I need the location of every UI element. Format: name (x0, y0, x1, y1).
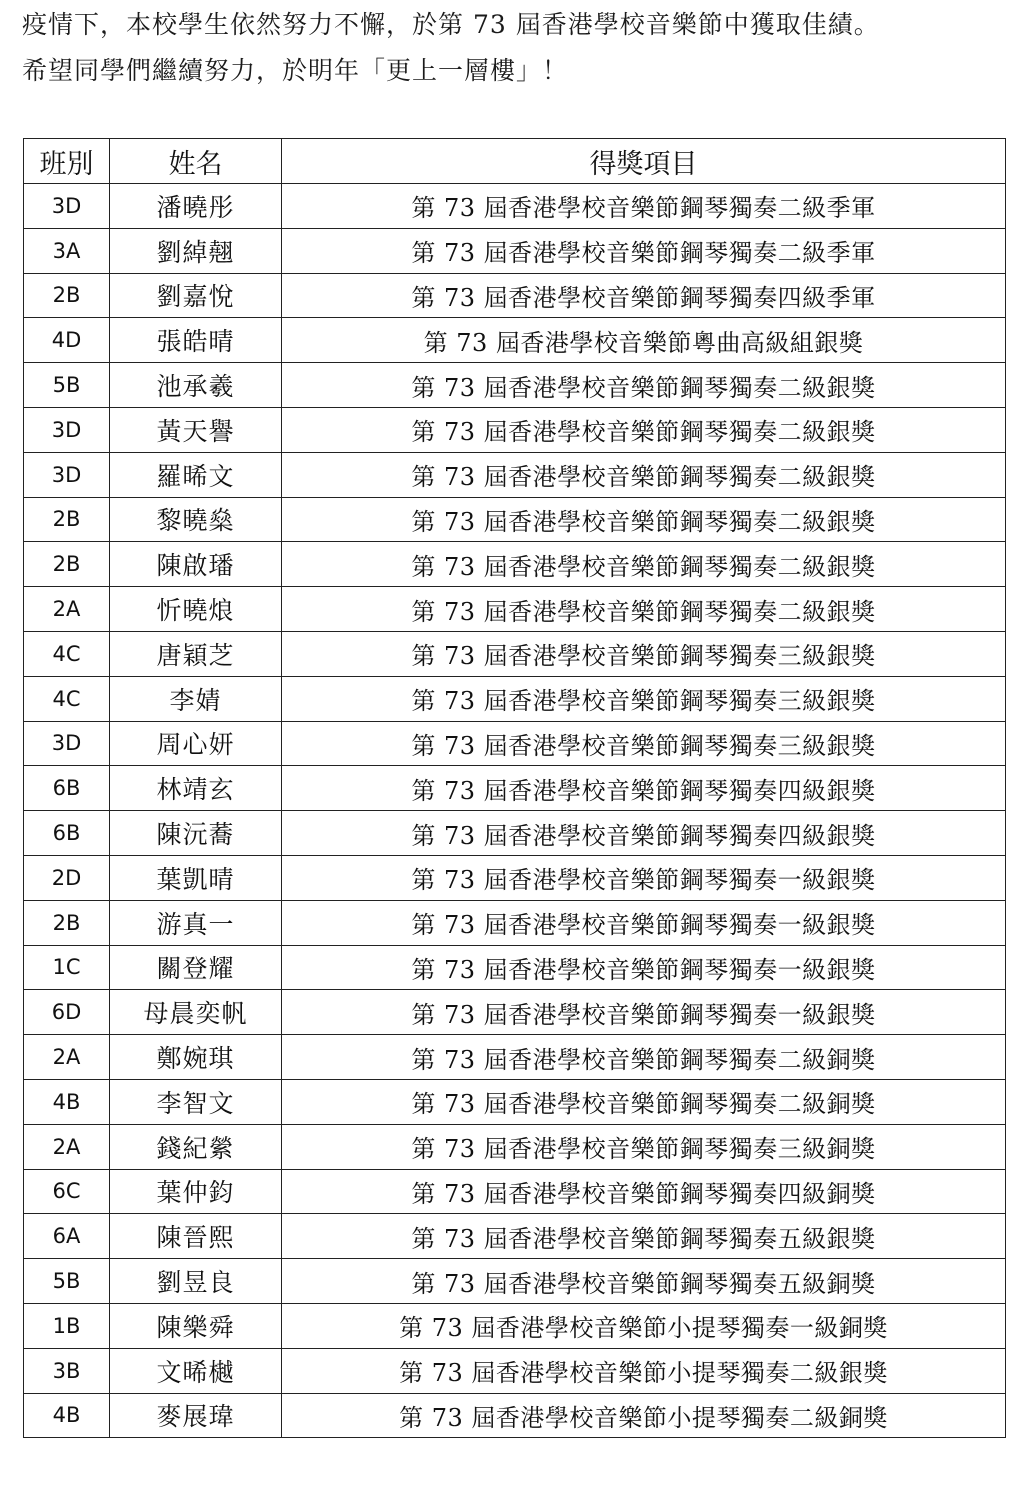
class-cell: 4C (24, 631, 110, 676)
award-cell: 第 73 屆香港學校音樂節鋼琴獨奏二級銀獎 (282, 497, 1006, 542)
table-row (24, 1169, 1006, 1214)
student-name-cell: 陳樂舜 (110, 1303, 282, 1348)
student-name-cell: 李智文 (110, 1079, 282, 1124)
table-row (24, 1035, 1006, 1080)
table-row (24, 318, 1006, 363)
table-row (24, 363, 1006, 408)
class-cell: 6D (24, 990, 110, 1035)
class-cell: 4D (24, 318, 110, 363)
table-row (24, 945, 1006, 990)
table-row (24, 273, 1006, 318)
intro-line-2: 希望同學們繼續努力，於明年「更上一層樓」！ (22, 56, 569, 85)
student-name-cell: 關登耀 (110, 945, 282, 990)
table-row (24, 587, 1006, 632)
student-name-cell: 黃天譽 (110, 407, 282, 452)
class-cell: 4B (24, 1079, 110, 1124)
class-cell: 2A (24, 587, 110, 632)
class-cell: 2A (24, 1124, 110, 1169)
class-cell: 2D (24, 855, 110, 900)
award-cell: 第 73 屆香港學校音樂節鋼琴獨奏二級銅獎 (282, 1035, 1006, 1080)
table-row (24, 676, 1006, 721)
student-name-cell: 文晞樾 (110, 1348, 282, 1393)
table-row (24, 1124, 1006, 1169)
awards-table (23, 138, 1006, 1438)
table-row (24, 900, 1006, 945)
table-body (24, 184, 1006, 1438)
class-cell: 1C (24, 945, 110, 990)
table-row (24, 452, 1006, 497)
student-name-cell: 張皓晴 (110, 318, 282, 363)
class-cell: 4C (24, 676, 110, 721)
class-cell: 2B (24, 273, 110, 318)
class-cell: 4B (24, 1393, 110, 1438)
student-name-cell: 錢紀縈 (110, 1124, 282, 1169)
class-cell: 2B (24, 497, 110, 542)
intro-paragraph (22, 2, 1012, 94)
header-name: 姓名 (110, 139, 282, 184)
student-name-cell: 母晨奕帆 (110, 990, 282, 1035)
award-cell: 第 73 屆香港學校音樂節鋼琴獨奏四級季軍 (282, 273, 1006, 318)
student-name-cell: 鄭婉琪 (110, 1035, 282, 1080)
class-cell: 2A (24, 1035, 110, 1080)
table-row (24, 631, 1006, 676)
class-cell: 6B (24, 766, 110, 811)
award-cell: 第 73 屆香港學校音樂節鋼琴獨奏五級銅獎 (282, 1259, 1006, 1304)
table-row (24, 1214, 1006, 1259)
table-header-row (24, 139, 1006, 184)
table-row (24, 721, 1006, 766)
class-cell: 6B (24, 811, 110, 856)
award-cell: 第 73 屆香港學校音樂節鋼琴獨奏四級銀獎 (282, 766, 1006, 811)
award-cell: 第 73 屆香港學校音樂節小提琴獨奏一級銅獎 (282, 1303, 1006, 1348)
table-row (24, 497, 1006, 542)
award-cell: 第 73 屆香港學校音樂節鋼琴獨奏二級銀獎 (282, 587, 1006, 632)
student-name-cell: 陳沅蕎 (110, 811, 282, 856)
student-name-cell: 池承羲 (110, 363, 282, 408)
student-name-cell: 劉綽翹 (110, 228, 282, 273)
table-row (24, 1393, 1006, 1438)
table-row (24, 766, 1006, 811)
award-cell: 第 73 屆香港學校音樂節鋼琴獨奏二級銀獎 (282, 542, 1006, 587)
class-cell: 6C (24, 1169, 110, 1214)
class-cell: 2B (24, 542, 110, 587)
student-name-cell: 葉凱晴 (110, 855, 282, 900)
class-cell: 5B (24, 363, 110, 408)
student-name-cell: 葉仲鈞 (110, 1169, 282, 1214)
award-cell: 第 73 屆香港學校音樂節鋼琴獨奏三級銀獎 (282, 676, 1006, 721)
award-cell: 第 73 屆香港學校音樂節鋼琴獨奏五級銀獎 (282, 1214, 1006, 1259)
table-row (24, 542, 1006, 587)
award-cell: 第 73 屆香港學校音樂節小提琴獨奏二級銀獎 (282, 1348, 1006, 1393)
student-name-cell: 劉嘉悅 (110, 273, 282, 318)
class-cell: 1B (24, 1303, 110, 1348)
class-cell: 3A (24, 228, 110, 273)
header-class: 班別 (24, 139, 110, 184)
class-cell: 3D (24, 721, 110, 766)
student-name-cell: 潘曉彤 (110, 184, 282, 229)
class-cell: 3D (24, 407, 110, 452)
award-cell: 第 73 屆香港學校音樂節鋼琴獨奏二級銅獎 (282, 1079, 1006, 1124)
student-name-cell: 黎曉燊 (110, 497, 282, 542)
award-cell: 第 73 屆香港學校音樂節鋼琴獨奏三級銀獎 (282, 721, 1006, 766)
award-cell: 第 73 屆香港學校音樂節小提琴獨奏二級銅獎 (282, 1393, 1006, 1438)
award-cell: 第 73 屆香港學校音樂節鋼琴獨奏一級銀獎 (282, 900, 1006, 945)
class-cell: 3B (24, 1348, 110, 1393)
student-name-cell: 游真一 (110, 900, 282, 945)
table-row (24, 990, 1006, 1035)
table-row (24, 1303, 1006, 1348)
class-cell: 3D (24, 184, 110, 229)
class-cell: 2B (24, 900, 110, 945)
table-row (24, 407, 1006, 452)
student-name-cell: 羅晞文 (110, 452, 282, 497)
class-cell: 5B (24, 1259, 110, 1304)
award-cell: 第 73 屆香港學校音樂節鋼琴獨奏三級銅獎 (282, 1124, 1006, 1169)
table-row (24, 811, 1006, 856)
award-cell: 第 73 屆香港學校音樂節鋼琴獨奏二級季軍 (282, 228, 1006, 273)
intro-line-1: 疫情下，本校學生依然努力不懈，於第 73 屆香港學校音樂節中獲取佳績。 (22, 10, 880, 39)
class-cell: 6A (24, 1214, 110, 1259)
student-name-cell: 劉昱良 (110, 1259, 282, 1304)
table-row (24, 228, 1006, 273)
award-cell: 第 73 屆香港學校音樂節鋼琴獨奏二級季軍 (282, 184, 1006, 229)
student-name-cell: 唐穎芝 (110, 631, 282, 676)
award-cell: 第 73 屆香港學校音樂節鋼琴獨奏一級銀獎 (282, 855, 1006, 900)
student-name-cell: 陳啟璠 (110, 542, 282, 587)
student-name-cell: 林靖玄 (110, 766, 282, 811)
table-row (24, 1348, 1006, 1393)
student-name-cell: 麥展瑋 (110, 1393, 282, 1438)
header-award: 得獎項目 (282, 139, 1006, 184)
award-cell: 第 73 屆香港學校音樂節鋼琴獨奏二級銀獎 (282, 452, 1006, 497)
student-name-cell: 陳晉熙 (110, 1214, 282, 1259)
award-cell: 第 73 屆香港學校音樂節粵曲高級組銀獎 (282, 318, 1006, 363)
award-cell: 第 73 屆香港學校音樂節鋼琴獨奏一級銀獎 (282, 945, 1006, 990)
award-cell: 第 73 屆香港學校音樂節鋼琴獨奏二級銀獎 (282, 407, 1006, 452)
student-name-cell: 李婧 (110, 676, 282, 721)
award-cell: 第 73 屆香港學校音樂節鋼琴獨奏二級銀獎 (282, 363, 1006, 408)
award-cell: 第 73 屆香港學校音樂節鋼琴獨奏四級銅獎 (282, 1169, 1006, 1214)
table-row (24, 1259, 1006, 1304)
student-name-cell: 周心妍 (110, 721, 282, 766)
award-cell: 第 73 屆香港學校音樂節鋼琴獨奏三級銀獎 (282, 631, 1006, 676)
table-row (24, 184, 1006, 229)
table-row (24, 855, 1006, 900)
table-row (24, 1079, 1006, 1124)
award-cell: 第 73 屆香港學校音樂節鋼琴獨奏四級銀獎 (282, 811, 1006, 856)
class-cell: 3D (24, 452, 110, 497)
award-cell: 第 73 屆香港學校音樂節鋼琴獨奏一級銀獎 (282, 990, 1006, 1035)
student-name-cell: 忻曉烺 (110, 587, 282, 632)
